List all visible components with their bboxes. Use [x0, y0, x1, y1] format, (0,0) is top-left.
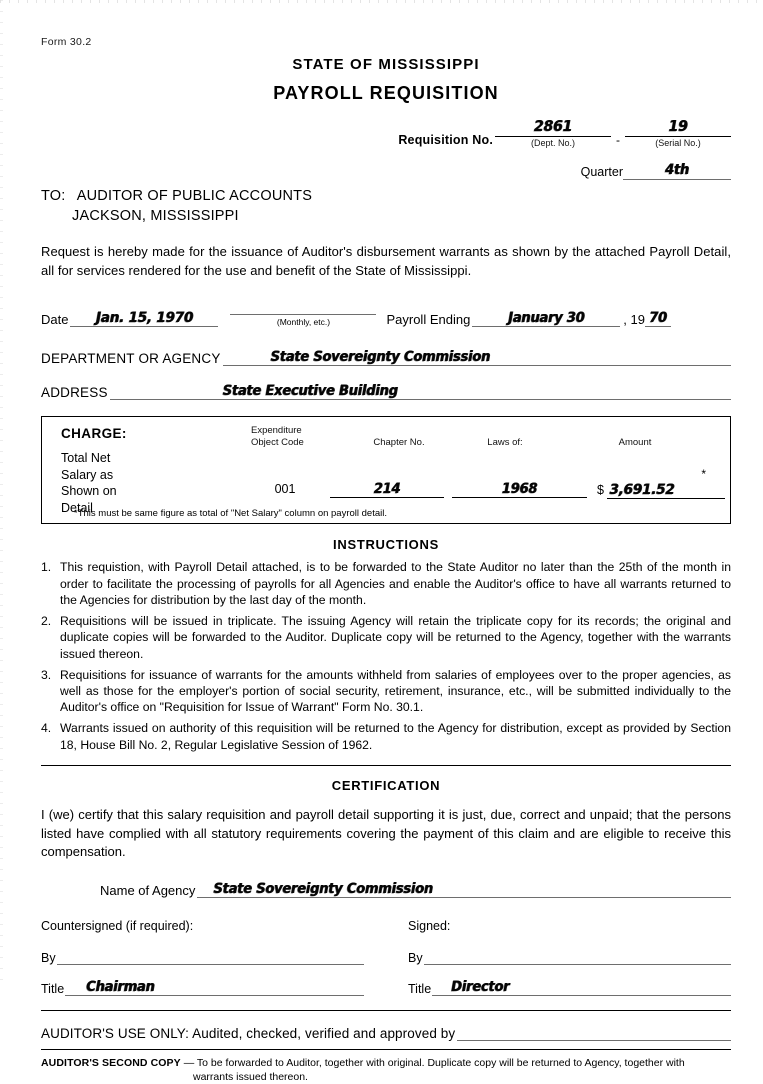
auditor-use-label: AUDITOR'S USE ONLY: Audited, checked, verified and approved by	[41, 1026, 456, 1041]
section-divider-certification	[41, 765, 731, 766]
instruction-item	[41, 613, 731, 662]
charge-heading: CHARGE:	[61, 426, 127, 442]
second-copy-bold-label: AUDITOR'S SECOND COPY	[41, 1057, 181, 1069]
serial-no-note: (Serial No.)	[655, 138, 701, 148]
page-title: PAYROLL REQUISITION	[273, 83, 499, 103]
department-row	[41, 349, 731, 366]
requisition-number-row	[41, 118, 731, 148]
signed-title-label: Title	[408, 982, 432, 996]
instruction-item	[41, 667, 731, 716]
addressee-name: AUDITOR OF PUBLIC ACCOUNTS	[76, 188, 313, 204]
instruction-number: 1.	[41, 560, 52, 575]
payroll-ending-label: Payroll Ending	[386, 312, 471, 328]
instruction-number: 3.	[41, 667, 52, 682]
column-header-amount: Amount	[618, 437, 652, 449]
quarter-field[interactable]	[623, 161, 731, 180]
signed-label: Signed:	[408, 919, 451, 933]
state-title: STATE OF MISSISSIPPI	[292, 56, 480, 73]
column-header-expenditure	[251, 425, 347, 449]
instructions-list	[41, 559, 731, 752]
address-value: State Executive Building	[222, 383, 398, 400]
column-header-laws: Laws of:	[487, 437, 523, 449]
form-content	[41, 0, 731, 1084]
footer-divider-bottom	[41, 1049, 731, 1050]
countersigned-by-field[interactable]	[57, 950, 364, 965]
signed-by-label: By	[408, 951, 423, 965]
date-value: Jan. 15, 1970	[95, 309, 194, 327]
second-copy-text-line2: warrants issued thereon.	[193, 1070, 308, 1083]
address-row	[41, 383, 731, 400]
amount-value: 3,691.52	[609, 481, 675, 499]
quarter-label: Quarter	[580, 165, 623, 179]
countersigned-by-row	[41, 950, 386, 965]
instruction-text: Warrants issued on authority of this requisition will be returned to the Agency for distribution, except as provided by Section 18, House Bill No. 2, Regular Legislative Session of 1962.	[60, 721, 731, 752]
countersigned-title-row	[41, 980, 386, 996]
charge-box	[41, 416, 731, 524]
requisition-separator: -	[616, 133, 620, 147]
charge-row-label-l2: Salary as	[61, 467, 114, 482]
charge-row-label-l4: Detail	[61, 500, 93, 515]
instruction-text: This requistion, with Payroll Detail attached, is to be forwarded to the State Auditor no later than the 25th of the month in order to facilitate the processing of payrolls for all Agencies and enable the Auditor's office to have all warrants returned to the Agencies for distribution by the last day of the month.	[60, 560, 731, 607]
department-label: DEPARTMENT OR AGENCY	[41, 351, 221, 367]
requisition-number-label: Requisition No.	[398, 133, 493, 147]
name-of-agency-row	[41, 881, 731, 898]
frequency-field[interactable]	[230, 299, 376, 315]
quarter-row	[41, 161, 731, 180]
signed-title-field[interactable]	[432, 980, 731, 996]
certification-paragraph: I (we) certify that this salary requisition and payroll detail supporting it is just, due, correct and unpaid; that the persons listed have complied with all statutory requirements covering the payment of this claim and are eligible to receive this compensation.	[41, 806, 731, 860]
countersigned-column	[41, 919, 386, 996]
form-number: Form 30.2	[41, 36, 92, 48]
footer-divider-top	[41, 1010, 731, 1011]
to-label: TO:	[41, 188, 66, 204]
countersigned-by-label: By	[41, 951, 56, 965]
serial-no-value: 19	[668, 118, 688, 136]
chapter-no-field[interactable]	[330, 482, 444, 498]
serial-no-field[interactable]	[625, 118, 731, 137]
name-of-agency-label: Name of Agency	[100, 883, 196, 898]
signed-title-value: Director	[451, 979, 510, 996]
countersigned-title-label: Title	[41, 982, 65, 996]
payroll-ending-value: January 30	[508, 310, 585, 327]
instruction-item	[41, 720, 731, 752]
name-of-agency-value: State Sovereignty Commission	[213, 881, 433, 898]
date-field[interactable]	[70, 310, 218, 327]
signed-by-field[interactable]	[424, 950, 731, 965]
second-copy-dash: —	[183, 1057, 195, 1069]
instruction-number: 2.	[41, 614, 52, 629]
chapter-no-value: 214	[373, 481, 401, 498]
addressee-line-2: JACKSON, MISSISSIPPI	[72, 208, 239, 224]
frequency-note: (Monthly, etc.)	[276, 317, 331, 328]
dept-no-field[interactable]	[495, 118, 611, 137]
department-field[interactable]	[223, 349, 731, 366]
quarter-value: 4th	[665, 162, 689, 179]
amount-field[interactable]	[597, 482, 737, 499]
signed-column	[386, 919, 731, 996]
payroll-ending-field[interactable]	[472, 310, 620, 327]
year-field[interactable]	[645, 310, 671, 327]
charge-row-label-l3: Shown on	[61, 484, 117, 499]
instruction-item	[41, 559, 731, 608]
addressee-block	[41, 186, 731, 226]
date-label: Date	[41, 312, 69, 328]
charge-row-label-l1: Total Net	[61, 451, 111, 466]
charge-footnote: *This must be same figure as total of "Net Salary" column on payroll detail.	[74, 508, 387, 520]
countersigned-title-value: Chairman	[86, 979, 155, 996]
addressee-line-1	[41, 186, 731, 206]
dept-no-note: (Dept. No.)	[530, 138, 575, 148]
column-header-chapter: Chapter No.	[373, 437, 425, 449]
instruction-text: Requisitions for issuance of warrants for the amounts withheld from salaries of employees over to the proper agencies, as well as those for the employer's portion of social security, retirement, insurance, etc., will be submitted individually to the Auditor's office on "Requisition for Issue of Warrant" Form No. 30.1.	[60, 667, 731, 715]
address-label: ADDRESS	[41, 385, 108, 401]
laws-of-value: 1968	[501, 481, 538, 498]
dept-no-value: 2861	[533, 118, 573, 136]
expenditure-object-code-value: 001	[274, 482, 296, 497]
department-value: State Sovereignty Commission	[270, 349, 491, 366]
column-header-expenditure-l1: Expenditure	[251, 425, 302, 437]
auditor-use-row	[41, 1025, 731, 1041]
instruction-text: Requisitions will be issued in triplicate. The issuing Agency will retain the triplicate copy for its records; the original and duplicate copies will be forwarded to the Auditor. Duplicate copy will be returned to the Agency, together with the warrants issued thereon.	[60, 614, 731, 661]
signed-by-row	[408, 950, 731, 965]
signed-title-row	[408, 980, 731, 996]
countersigned-title-field[interactable]	[65, 980, 364, 996]
instructions-heading: INSTRUCTIONS	[333, 537, 439, 553]
amount-asterisk: *	[701, 467, 706, 482]
title-block	[41, 56, 731, 104]
second-copy-note	[41, 1057, 731, 1084]
certification-heading: CERTIFICATION	[331, 777, 441, 793]
second-copy-text: To be forwarded to Auditor, together with original. Duplicate copy will be returned to Agency, together with	[196, 1057, 685, 1069]
laws-of-field[interactable]	[452, 482, 587, 498]
instruction-number: 4.	[41, 721, 52, 736]
year-value: 70	[649, 310, 667, 327]
year-prefix: , 19	[623, 312, 645, 328]
signature-grid	[41, 919, 731, 996]
address-field[interactable]	[110, 383, 731, 400]
amount-symbol: $	[597, 483, 604, 498]
charge-values-row	[42, 482, 730, 500]
column-header-expenditure-l2: Object Code	[251, 437, 304, 449]
scan-edge-left	[0, 0, 3, 985]
date-row	[41, 299, 731, 327]
request-paragraph: Request is hereby made for the issuance of Auditor's disbursement warrants as shown by the attached Payroll Detail, all for services rendered for the use and benefit of the State of Mississippi.	[41, 244, 731, 278]
countersigned-label: Countersigned (if required):	[41, 919, 194, 933]
name-of-agency-field[interactable]	[197, 881, 731, 898]
auditor-use-field[interactable]	[457, 1025, 731, 1041]
